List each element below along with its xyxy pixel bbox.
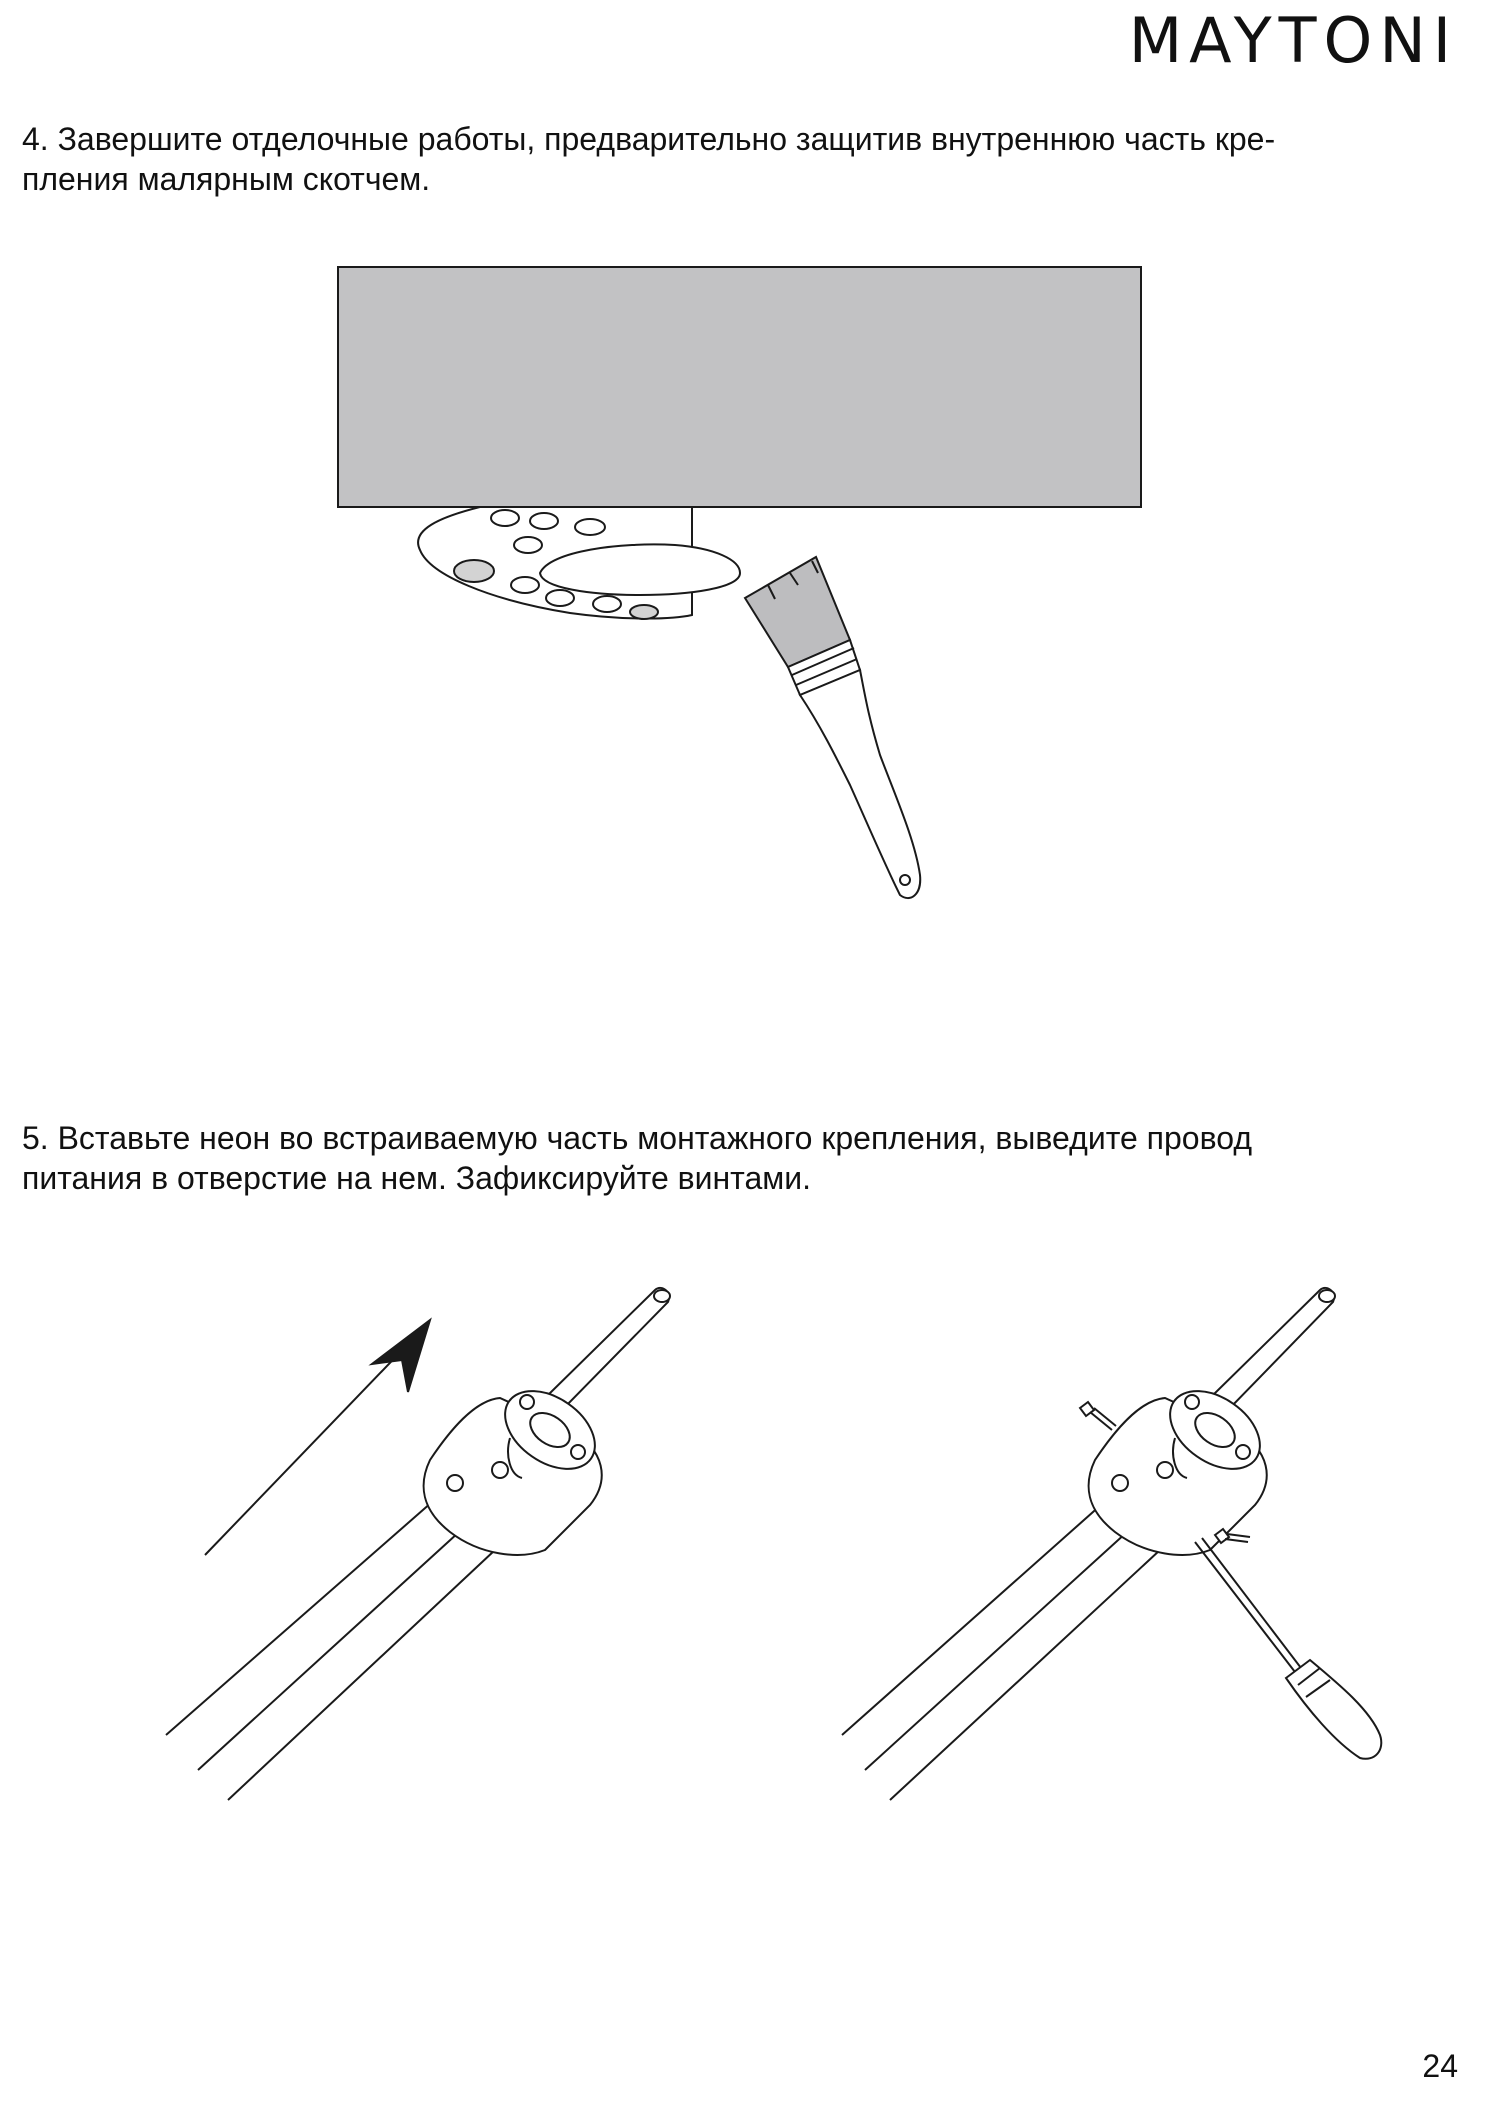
- step-5-text: 5. Вставьте неон во встраиваемую часть монтажного крепления, выведите провод питания в отверстие на нем. Зафиксируйте винтами.: [22, 1120, 1252, 1196]
- paintbrush-ceiling-mount-icon: [320, 255, 1160, 935]
- brand-logo: MAYTONI: [1128, 4, 1458, 77]
- page-number: 24: [1422, 2048, 1458, 2084]
- screwdriver-fix-icon: [820, 1280, 1420, 1820]
- step-4-text: 4. Завершите отделочные работы, предварительно защитив внутреннюю часть кре- пления малярным скотчем.: [22, 121, 1276, 197]
- neon-insert-icon: [150, 1280, 710, 1820]
